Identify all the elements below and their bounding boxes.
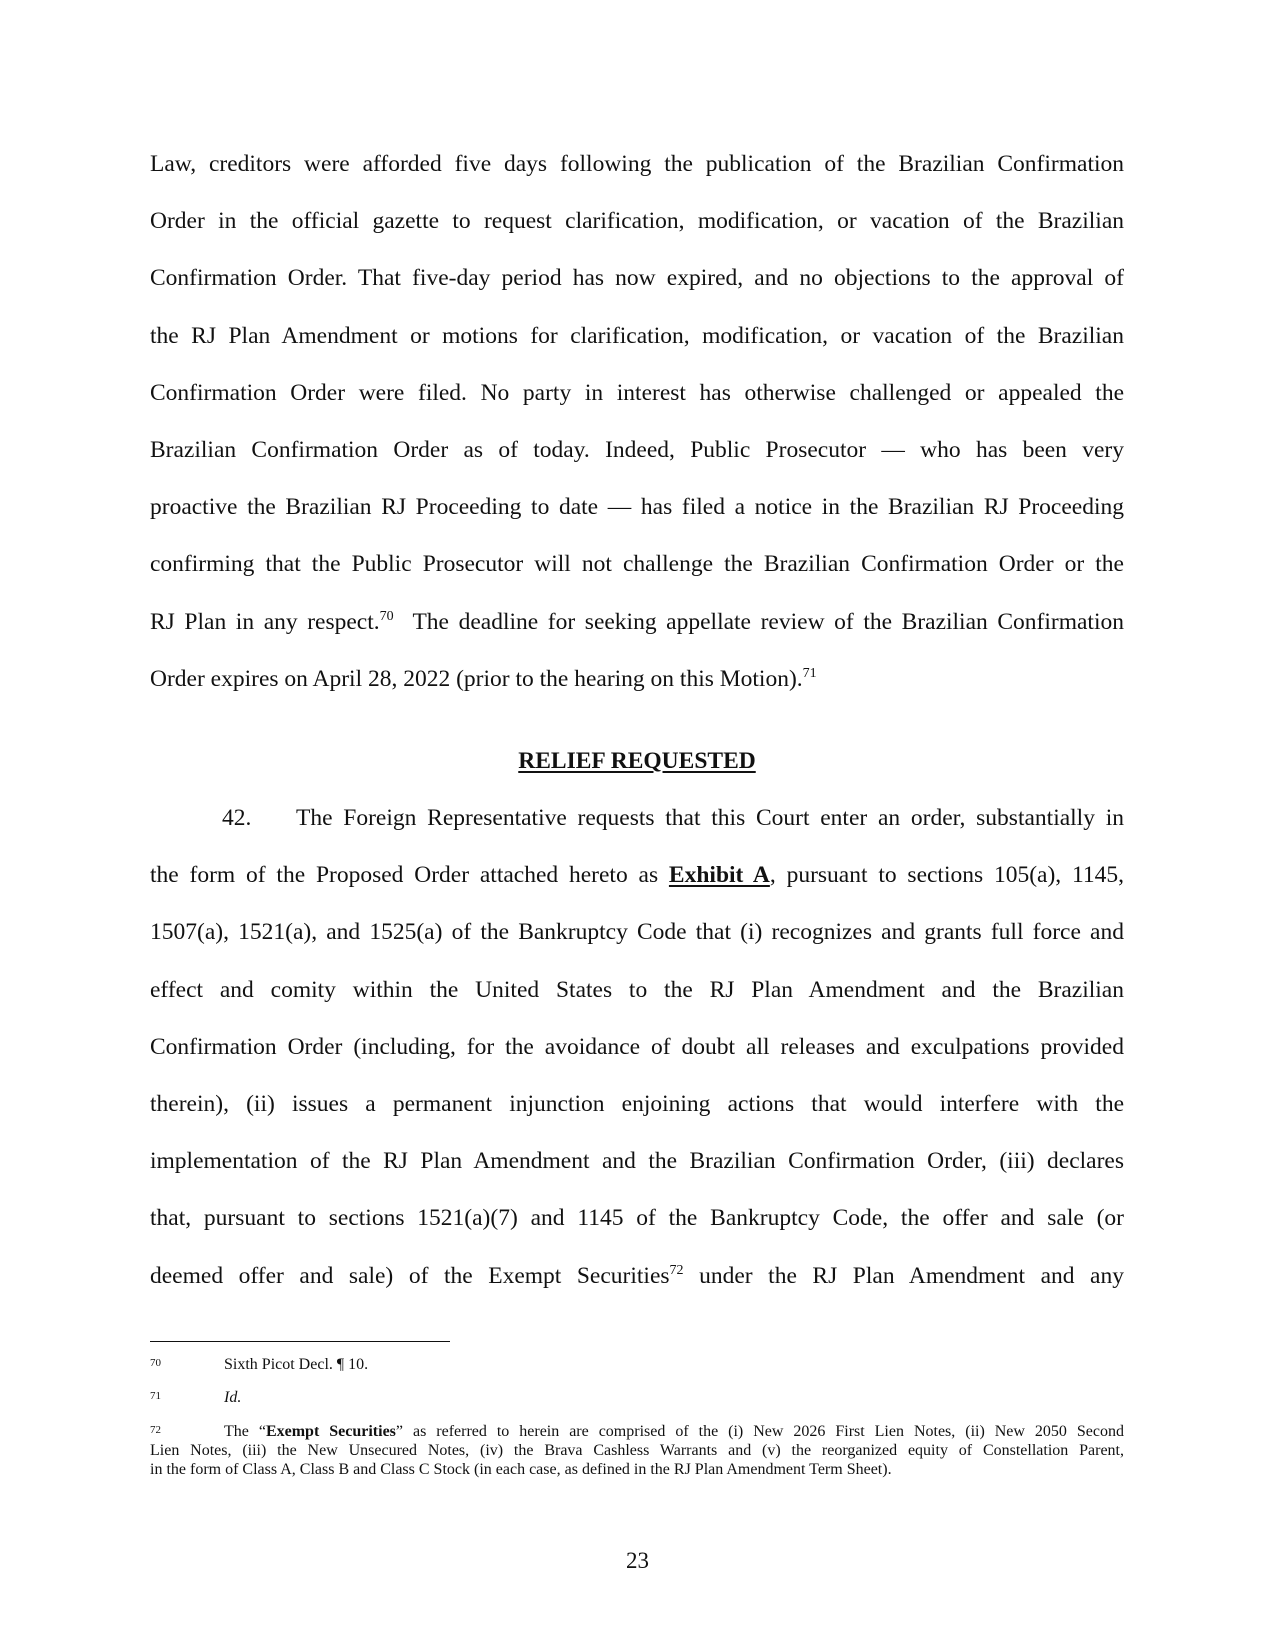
paragraph-42: [150, 790, 1124, 1305]
footnote-divider: [150, 1341, 450, 1342]
exhibit-a-link[interactable]: Exhibit A: [668, 862, 770, 889]
footnote-71: [150, 1388, 1124, 1407]
text-line: [150, 651, 1124, 708]
paragraph-41-continuation: [150, 136, 1124, 708]
text-line: Brazilian Confirmation Order as of today. Indeed, Public Prosecutor — who has been very: [150, 436, 1124, 463]
footnote-text: Id.: [224, 1389, 242, 1406]
text-line: [150, 790, 1124, 847]
text-segment: , pursuant to sections 105(a), 1145,: [769, 862, 1124, 889]
text-line: Confirmation Order were filed. No party in interest has otherwise challenged or appealed the: [150, 379, 1124, 406]
text-line: proactive the Brazilian RJ Proceeding to date — has filed a notice in the Brazilian RJ Proceeding: [150, 494, 1124, 521]
footnote-number: 70: [150, 1357, 161, 1369]
page-number: 23: [626, 1548, 649, 1573]
text-line: implementation of the RJ Plan Amendment and the Brazilian Confirmation Order, (iii) declares: [150, 1148, 1124, 1175]
text-line: Order in the official gazette to request clarification, modification, or vacation of the Brazilian: [150, 208, 1124, 235]
text-segment: under the RJ Plan Amendment and any: [683, 1262, 1124, 1289]
footnote-ref-70[interactable]: 70: [379, 608, 394, 624]
text-line: that, pursuant to sections 1521(a)(7) and 1145 of the Bankruptcy Code, the offer and sale (or: [150, 1205, 1124, 1232]
footnote-number: 72: [150, 1424, 161, 1436]
text-segment: deemed offer and sale) of the Exempt Securities: [150, 1262, 670, 1289]
text-line: Confirmation Order. That five-day period has now expired, and no objections to the approval of: [150, 265, 1124, 292]
text-segment: the form of the Proposed Order attached hereto as: [150, 862, 669, 889]
defined-term: Exempt Securities: [265, 1423, 396, 1440]
text-line: effect and comity within the United States to the RJ Plan Amendment and the Brazilian: [150, 976, 1124, 1003]
text-line: therein), (ii) issues a permanent injunction enjoining actions that would interfere with the: [150, 1090, 1124, 1117]
footnote-70: [150, 1355, 1124, 1374]
text-segment: Order expires on April 28, 2022 (prior to the hearing on this Motion).: [150, 665, 803, 692]
text-line: [150, 1248, 1124, 1305]
text-segment: The deadline for seeking appellate review of the Brazilian Confirmation: [393, 608, 1124, 635]
footnote-line: in the form of Class A, Class B and Class C Stock (in each case, as defined in the RJ Plan Amendment Term Sheet).: [150, 1461, 892, 1478]
footnote-line: [150, 1422, 1124, 1441]
text-line: Confirmation Order (including, for the avoidance of doubt all releases and exculpations provided: [150, 1033, 1124, 1060]
text-segment: The Foreign Representative requests that this Court enter an order, substantially in: [296, 805, 1124, 831]
text-line: confirming that the Public Prosecutor will not challenge the Brazilian Confirmation Order or the: [150, 551, 1124, 578]
text-line: [150, 847, 1124, 904]
text-line: [150, 594, 1124, 651]
footnote-line: Lien Notes, (iii) the New Unsecured Notes, (iv) the Brava Cashless Warrants and (v) the reorganized equity of Constellation Parent,: [150, 1442, 1124, 1459]
footnote-72: [150, 1422, 1124, 1479]
text-line: Law, creditors were afforded five days following the publication of the Brazilian Confirmation: [150, 151, 1124, 177]
footnote-ref-71[interactable]: 71: [802, 665, 817, 681]
text-segment: RJ Plan in any respect.: [150, 608, 380, 635]
footnote-ref-72[interactable]: 72: [669, 1262, 684, 1278]
footnote-number: 71: [150, 1390, 161, 1402]
footnote-text: Sixth Picot Decl. ¶ 10.: [224, 1356, 369, 1373]
text-segment: The “: [224, 1423, 266, 1440]
section-heading: RELIEF REQUESTED: [518, 748, 756, 774]
text-line: the RJ Plan Amendment or motions for clarification, modification, or vacation of the Brazilian: [150, 322, 1124, 349]
text-segment: ” as referred to herein are comprised of the (i) New 2026 First Lien Notes, (ii) New 2050 Second: [395, 1423, 1125, 1440]
text-line: 1507(a), 1521(a), and 1525(a) of the Bankruptcy Code that (i) recognizes and grants full force and: [150, 919, 1124, 946]
paragraph-number: 42.: [222, 805, 252, 831]
